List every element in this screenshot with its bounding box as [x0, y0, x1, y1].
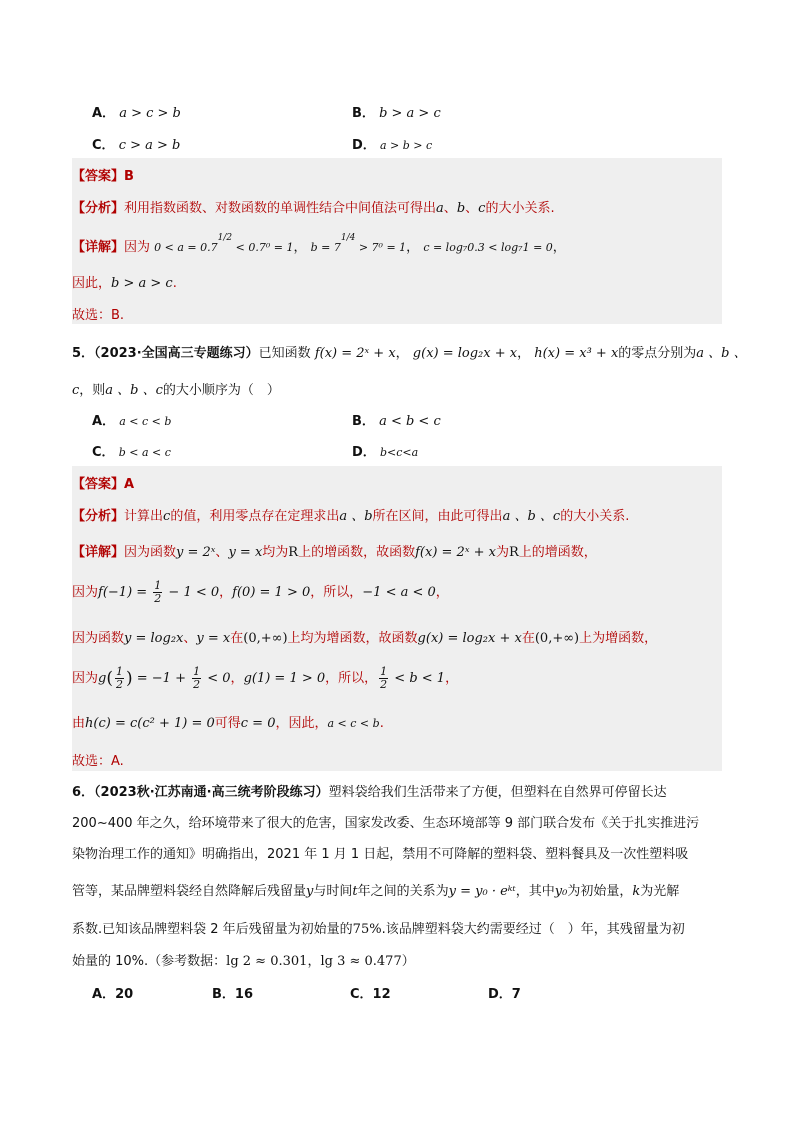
option-text: a < b < c: [379, 414, 441, 429]
stem-text: 为初始量，: [567, 884, 633, 899]
math-expr: y = x: [196, 631, 231, 646]
separator: 、: [465, 201, 479, 216]
q6-line6: [72, 950, 415, 969]
analysis-text: 利用指数函数、对数函数的单调性结合中间值法可得出: [124, 201, 437, 216]
q6-option-d: [488, 983, 521, 1002]
stem-text: 染物治理工作的通知》明确指出，2021 年 1 月 1 日起，禁用不可降解的塑料袋、塑料餐具及一次性塑料吸: [72, 847, 689, 862]
stem-text: ，: [307, 954, 321, 969]
detail-text: 因此，: [72, 276, 112, 291]
math-expr: = −1 +: [132, 671, 191, 686]
math-expr: < b < 1: [390, 671, 446, 686]
detail-text: 上为增函数，: [579, 631, 658, 646]
math-expr: lg 2 ≈ 0.301: [226, 954, 308, 969]
q6-line2: [72, 812, 699, 831]
stem-text: 塑料袋给我们生活带来了方便，但塑料在自然界可停留长达: [328, 785, 667, 800]
var-b: b: [456, 201, 466, 216]
q6-line3: [72, 843, 688, 862]
q5-stem-line2: [72, 379, 280, 398]
detail-text: 在: [230, 631, 244, 646]
stem-text: 系数.已知该品牌塑料袋 2 年后残留量为初始量的: [72, 922, 353, 937]
exponent: 1/4: [340, 232, 356, 243]
var-c: c: [163, 509, 171, 524]
q5-answer: [72, 473, 134, 492]
q4-therefore: 因此，b > a > c.: [72, 276, 177, 291]
math-expr: g(1) = 1 > 0: [243, 671, 326, 686]
math-expr: c = log₇0.3 < log₇1 = 0: [423, 241, 553, 254]
analysis-text: 计算出: [124, 509, 164, 524]
q4-detail: 【详解】因为 $0 < a = 0.7^{1/2} < 0.7^0 = 1$， $b = 7^{1/4} > 7^0 = 1$， c = log₇0.3 < log₇1 = 0，: [72, 232, 566, 255]
detail-text: ，所以，: [325, 671, 378, 686]
math-expr: a 、b: [339, 509, 373, 524]
q5-stem-line1: 5．（2023·全国高三专题练习）已知函数 f(x) = 2ˣ + x， g(x) = log₂x + x， h(x) = x³ + x的零点分别为a 、b 、: [72, 346, 747, 361]
math-expr: y = 2ˣ: [176, 545, 216, 560]
option-label: C．: [92, 445, 115, 460]
question-source: （2023秋·江苏南通·高三统考阶段练习）: [94, 785, 329, 800]
stem-text: 管等，某品牌塑料袋经自然降解后残留量: [72, 884, 307, 899]
detail-text: ，: [445, 671, 459, 686]
choose-text: 故选：B.: [72, 308, 125, 323]
analysis-text: 的值，利用零点存在定理求出: [170, 509, 340, 524]
option-label: B．: [352, 414, 375, 429]
detail-text: 、: [215, 545, 229, 560]
answer-value: B: [124, 169, 134, 184]
question-number: 6．: [72, 785, 95, 800]
math-expr: f(x) = 2ˣ + x: [415, 545, 496, 560]
math-expr: 0 < a = 0.7: [154, 241, 218, 254]
question-number: 5．: [72, 346, 95, 361]
option-text: b > a > c: [379, 106, 441, 121]
option-text: a > b > c: [379, 139, 433, 152]
detail-text: 因为: [72, 671, 99, 686]
option-label: A．: [92, 987, 116, 1002]
detail-text: 因为函数: [124, 545, 177, 560]
option-text: a < c < b: [119, 415, 172, 428]
option-text: 7: [511, 987, 521, 1002]
detail-text: ，: [219, 585, 233, 600]
fraction: [153, 580, 162, 605]
answer-tag: 【答案】: [72, 477, 125, 492]
exponent: 1/2: [217, 232, 233, 243]
math-expr: g: [98, 671, 107, 686]
option-text: b < a < c: [118, 446, 171, 459]
detail-text: ，因此，: [275, 716, 328, 731]
option-label: A．: [92, 106, 116, 121]
math-expr: a 、b 、c: [105, 383, 163, 398]
stem-text: ，则: [79, 383, 106, 398]
numerator: 1: [154, 579, 162, 592]
q5-option-d: [352, 441, 418, 460]
q5-analysis: [72, 505, 629, 524]
detail-text: 上的增函数，: [518, 545, 597, 560]
math-expr: y₀: [554, 884, 568, 899]
denominator: 2: [154, 592, 162, 605]
math-expr: b = 7: [310, 241, 341, 254]
stem-text: 的零点分别为: [618, 346, 697, 361]
math-expr: k: [632, 884, 641, 899]
stem-text: 年之间的关系为: [357, 884, 449, 899]
q5-choose: [72, 750, 124, 769]
option-label: D．: [352, 445, 376, 460]
option-label: A．: [92, 414, 116, 429]
stem-text: 已知函数: [258, 346, 311, 361]
math-expr: − 1 < 0: [164, 585, 220, 600]
math-expr: y = y₀ · eᵏᵗ: [448, 884, 516, 899]
option-label: D．: [352, 138, 376, 153]
analysis-text: 的大小关系.: [485, 201, 555, 216]
math-expr: g(x) = log₂x + x: [412, 346, 518, 361]
stem-text: 始量的 10%.（参考数据：: [72, 954, 227, 969]
option-text: c > a > b: [118, 138, 181, 153]
var-c: c: [478, 201, 486, 216]
q4-option-a: [92, 102, 181, 121]
answer-value: A: [124, 477, 135, 492]
q4-option-d: [352, 134, 432, 153]
detail-text: 因为: [124, 240, 151, 255]
q5-option-a: [92, 410, 171, 429]
math-expr: y = log₂x: [124, 631, 184, 646]
fraction: [379, 666, 388, 691]
q5-detail-line5: [72, 712, 384, 731]
analysis-text: 所在区间，由此可得出: [372, 509, 503, 524]
detail-text: 上均为增函数，故函数: [287, 631, 418, 646]
math-expr: h(c) = c(c² + 1) = 0: [85, 716, 215, 731]
detail-text: 由: [72, 716, 86, 731]
detail-text: 、: [183, 631, 197, 646]
math-expr: t: [352, 884, 358, 899]
stem-text: 200~400 年之久，给环境带来了很大的危害，国家发改委、生态环境部等 9 部门联合发布《关于扎实推进污: [72, 816, 700, 831]
option-label: C．: [92, 138, 115, 153]
math-expr: a < c < b: [327, 717, 380, 730]
stem-text: ，其中: [515, 884, 555, 899]
detail-text: ，: [435, 585, 449, 600]
stem-text: 的大小顺序为（ ）: [162, 383, 280, 398]
detail-text: 均为: [262, 545, 289, 560]
math-expr: R: [288, 545, 299, 560]
stem-text: 与时间: [313, 884, 353, 899]
detail-text: .: [379, 716, 384, 731]
q4-analysis: [72, 197, 555, 216]
detail-text: 因为: [72, 585, 99, 600]
q5-option-b: [352, 410, 441, 429]
math-expr: c: [72, 383, 80, 398]
option-text: b<c<a: [379, 446, 419, 459]
denominator: 2: [193, 678, 201, 691]
q4-option-c: [92, 134, 180, 153]
detail-tag: 【详解】: [72, 240, 125, 255]
q6-line5: [72, 918, 685, 937]
detail-text: 为: [495, 545, 509, 560]
detail-text: ，所以，: [310, 585, 363, 600]
q6-option-b: [212, 983, 253, 1002]
analysis-tag: 【分析】: [72, 509, 125, 524]
math-expr: f(−1) =: [98, 585, 152, 600]
math-expr: (0,+∞): [243, 631, 288, 646]
numerator: 1: [380, 665, 388, 678]
fraction: [115, 666, 124, 691]
option-text: 12: [372, 987, 391, 1002]
q6-option-c: [350, 983, 391, 1002]
math-expr: c = 0: [240, 716, 276, 731]
stem-text: .该品牌塑料袋大约需要经过（ ）年，其残留量为初: [381, 922, 685, 937]
math-expr: y: [306, 884, 314, 899]
math-expr: h(x) = x³ + x: [534, 346, 619, 361]
detail-text: 因为函数: [72, 631, 125, 646]
math-expr: R: [508, 545, 519, 560]
math-expr: f(0) = 1 > 0: [232, 585, 311, 600]
numerator: 1: [115, 665, 123, 678]
math-expr: > 7⁰ = 1: [355, 241, 407, 254]
q5-detail-line1: [72, 541, 597, 560]
math-expr: < 0.7⁰ = 1: [232, 241, 294, 254]
math-expr: lg 3 ≈ 0.477: [320, 954, 402, 969]
separator: 、: [443, 201, 457, 216]
analysis-text: 的大小关系.: [560, 509, 630, 524]
detail-text: 上的增函数，故函数: [298, 545, 416, 560]
math-expr: (0,+∞): [534, 631, 580, 646]
q5-detail-line4: 因为g( $\frac{1}{2}$ ) = −1 + $\frac{1}{2}$ < 0，g(1) = 1 > 0，所以， $\frac{1}{2}$ < b < 1，: [72, 665, 459, 691]
option-text: 16: [234, 987, 254, 1002]
numerator: 1: [193, 665, 201, 678]
option-text: a > c > b: [119, 106, 181, 121]
q5-detail-line2: [72, 580, 449, 605]
option-label: D．: [488, 987, 512, 1002]
q6-option-a: [92, 983, 133, 1002]
q4-answer: [72, 165, 134, 184]
detail-text: 在: [521, 631, 535, 646]
q4-option-b: [352, 102, 441, 121]
fraction: [192, 666, 201, 691]
stem-text: 为光解: [640, 884, 680, 899]
math-expr: < 0: [203, 671, 231, 686]
math-expr: 75%: [352, 922, 382, 937]
denominator: 2: [380, 678, 388, 691]
option-label: C．: [350, 987, 373, 1002]
detail-text: ，: [230, 671, 244, 686]
denominator: 2: [115, 678, 123, 691]
q5-detail-line3: [72, 627, 657, 646]
math-expr: g(x) = log₂x + x: [417, 631, 522, 646]
stem-text: ）: [401, 954, 415, 969]
math-expr: f(x) = 2ˣ + x: [314, 346, 396, 361]
math-expr: a 、b 、c: [502, 509, 561, 524]
math-expr: y = x: [228, 545, 263, 560]
math-expr: b > a > c: [111, 276, 173, 291]
detail-tag: 【详解】: [72, 545, 125, 560]
q6-line4: [72, 880, 679, 899]
option-label: B．: [352, 106, 375, 121]
var-a: a: [436, 201, 444, 216]
analysis-tag: 【分析】: [72, 201, 125, 216]
detail-text: 可得: [214, 716, 241, 731]
q6-line1: [72, 781, 667, 800]
q4-choose: [72, 304, 124, 323]
answer-tag: 【答案】: [72, 169, 125, 184]
choose-text: 故选：A.: [72, 754, 124, 769]
question-source: （2023·全国高三专题练习）: [94, 346, 259, 361]
q5-option-c: [92, 441, 171, 460]
option-text: 20: [115, 987, 134, 1002]
math-expr: a 、b 、: [696, 346, 747, 361]
math-expr: −1 < a < 0: [362, 585, 436, 600]
option-label: B．: [212, 987, 235, 1002]
